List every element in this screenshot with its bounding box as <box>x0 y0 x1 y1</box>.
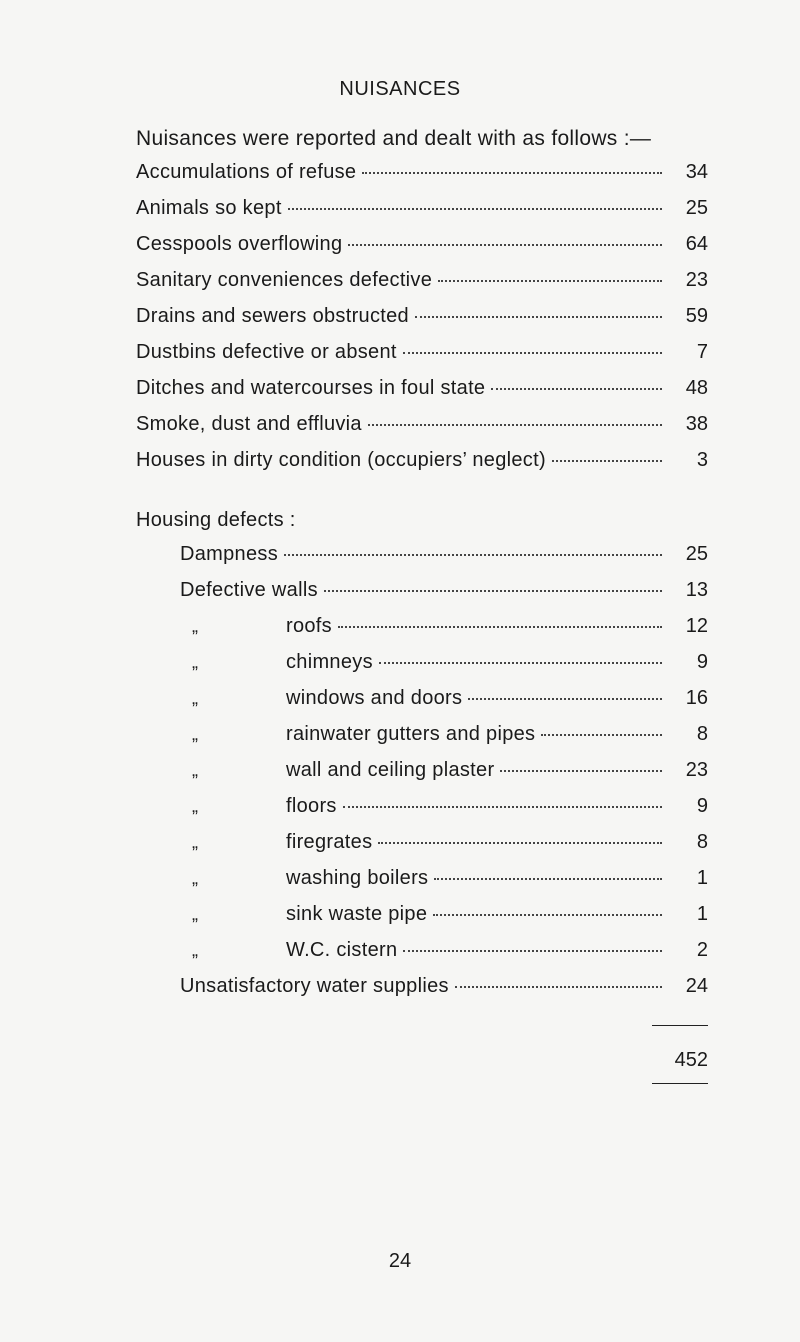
list-item <box>136 867 708 903</box>
list-item <box>136 197 708 233</box>
ditto-mark: „ <box>192 904 198 924</box>
item-count: 34 <box>685 161 708 183</box>
list-item <box>136 615 708 651</box>
item-count: 9 <box>696 795 708 817</box>
item-label: washing boilers <box>286 867 429 889</box>
item-label: W.C. cistern <box>286 939 398 961</box>
list-item <box>136 903 708 939</box>
dot-leader <box>362 172 662 174</box>
item-label: Dustbins defective or absent <box>136 341 397 363</box>
dot-leader <box>343 806 662 808</box>
item-count: 12 <box>685 615 708 637</box>
item-label: roofs <box>286 615 332 637</box>
page-number: 24 <box>388 1250 412 1272</box>
item-count: 13 <box>685 579 708 601</box>
ditto-mark: „ <box>192 940 198 960</box>
item-count: 1 <box>696 903 708 925</box>
list-item <box>136 651 708 687</box>
item-label: Animals so kept <box>136 197 282 219</box>
item-count: 48 <box>685 377 708 399</box>
item-label: Unsatisfactory water supplies <box>180 975 449 997</box>
item-label: Ditches and watercourses in foul state <box>136 377 486 399</box>
item-label: wall and ceiling plaster <box>286 759 495 781</box>
dot-leader <box>541 734 662 736</box>
dot-leader <box>403 950 662 952</box>
item-label: Houses in dirty condition (occupiers’ neglect) <box>136 449 546 471</box>
item-count: 8 <box>696 831 708 853</box>
ditto-mark: „ <box>192 688 198 708</box>
item-count: 24 <box>685 975 708 997</box>
item-label: windows and doors <box>286 687 463 709</box>
list-item <box>136 233 708 269</box>
dot-leader <box>403 352 662 354</box>
dot-leader <box>438 280 662 282</box>
dot-leader <box>552 460 662 462</box>
list-item <box>136 449 708 485</box>
housing-defects-list <box>136 543 708 1011</box>
item-count: 7 <box>696 341 708 363</box>
dot-leader <box>468 698 662 700</box>
item-count: 23 <box>685 759 708 781</box>
item-label: rainwater gutters and pipes <box>286 723 536 745</box>
item-label: Accumulations of refuse <box>136 161 357 183</box>
item-count: 59 <box>685 305 708 327</box>
item-count: 38 <box>685 413 708 435</box>
list-item <box>136 543 708 579</box>
list-item <box>136 759 708 795</box>
dot-leader <box>491 388 662 390</box>
dot-leader <box>500 770 662 772</box>
dot-leader <box>378 842 662 844</box>
list-item <box>136 831 708 867</box>
dot-leader <box>434 878 662 880</box>
ditto-mark: „ <box>192 832 198 852</box>
item-count: 8 <box>696 723 708 745</box>
item-label: chimneys <box>286 651 373 673</box>
intro-text: Nuisances were reported and dealt with as follows :— <box>136 127 652 150</box>
ditto-mark: „ <box>192 760 198 780</box>
list-item <box>136 161 708 197</box>
ditto-mark: „ <box>192 616 198 636</box>
nuisance-list <box>136 161 708 485</box>
dot-leader <box>338 626 662 628</box>
list-item <box>136 579 708 615</box>
list-item <box>136 687 708 723</box>
page-title: NUISANCES <box>339 78 461 100</box>
item-count: 16 <box>685 687 708 709</box>
list-item <box>136 341 708 377</box>
dot-leader <box>288 208 662 210</box>
list-item <box>136 377 708 413</box>
dot-leader <box>284 554 662 556</box>
item-count: 64 <box>685 233 708 255</box>
item-label: floors <box>286 795 337 817</box>
dot-leader <box>455 986 662 988</box>
item-count: 25 <box>685 197 708 219</box>
dot-leader <box>433 914 662 916</box>
total-rule-top <box>652 1025 708 1026</box>
list-item <box>136 975 708 1011</box>
item-label: Drains and sewers obstructed <box>136 305 409 327</box>
item-label: firegrates <box>286 831 373 853</box>
item-count: 2 <box>696 939 708 961</box>
item-label: sink waste pipe <box>286 903 428 925</box>
item-label: Sanitary conveniences defective <box>136 269 433 291</box>
item-count: 23 <box>685 269 708 291</box>
list-item <box>136 413 708 449</box>
list-item <box>136 305 708 341</box>
item-count: 9 <box>696 651 708 673</box>
total-value: 452 <box>674 1049 708 1071</box>
item-label: Dampness <box>180 543 278 565</box>
dot-leader <box>368 424 662 426</box>
list-item <box>136 795 708 831</box>
housing-defects-heading: Housing defects : <box>136 509 296 531</box>
item-label: Cesspools overflowing <box>136 233 343 255</box>
ditto-mark: „ <box>192 868 198 888</box>
dot-leader <box>348 244 662 246</box>
item-count: 25 <box>685 543 708 565</box>
item-count: 1 <box>696 867 708 889</box>
dot-leader <box>324 590 662 592</box>
ditto-mark: „ <box>192 796 198 816</box>
ditto-mark: „ <box>192 652 198 672</box>
ditto-mark: „ <box>192 724 198 744</box>
item-count: 3 <box>696 449 708 471</box>
list-item <box>136 939 708 975</box>
dot-leader <box>415 316 662 318</box>
dot-leader <box>379 662 662 664</box>
item-label: Smoke, dust and effluvia <box>136 413 362 435</box>
list-item <box>136 723 708 759</box>
item-label: Defective walls <box>180 579 318 601</box>
list-item <box>136 269 708 305</box>
total-rule-bottom <box>652 1083 708 1084</box>
